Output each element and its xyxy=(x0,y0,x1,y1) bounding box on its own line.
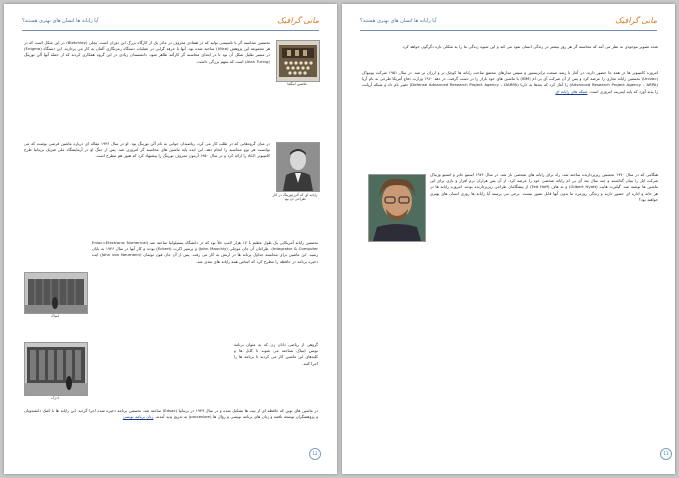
eniac-image xyxy=(24,272,88,314)
paragraph: نخستین رایانه آمریکایی یک طول عظیم با ۱۷ هزار لامپ خلأ بود که در دانشگاه پنسیلوانیا ساخته شد (Eniac=Electronic Numerical Integrator & Computer). طراحان آن جان موچلی (John Mauchly) و پرسپر اکرت (Eckert) بودند و کار آنها در سال ۱۹۴۶ به پایان رسید. این ماشین برای محاسبه جداول پرتابه ها در ارتش به کار می رفت. پس از آن جان فون نویمان (John von Neumann) ایده ذخیره برنامه در حافظه را مطرح کرد که اساس همه رایانه های بعدی شد. xyxy=(92,240,318,264)
enigma-machine-image xyxy=(276,40,320,82)
header-brand: مانی گرافیک xyxy=(276,16,319,25)
page-header xyxy=(22,18,319,31)
page-header xyxy=(360,18,657,31)
paragraph: امروزه کامپیوتر ها در همه جا حضور دارند. در آغاز با رشد صنعت ترانزیستور و سپس مدارهای مجتمع ساخت رایانه ها کوچک تر و ارزان تر شد. در سال ۱۹۵۱ شرکت یونیواک (Univac) نخستین رایانه تجاری را عرضه کرد و پس از آن شرکت آی بی ام (IBM) با ماشین های خود بازار را در دست گرفت. در دهه ۱۹۶۰ وزارت دفاع آمریکا طرحی به نام آرپا (Advanced Research Project Agency – ARPA) را آغاز کرد که بعدها به داربا (Defense Advanced Research Project Agency – DARPA) تغییر نام داد و شبکه آرپانت را پدید آورد که پایه اینترنت امروزی است. شبکه های رایانه ای xyxy=(362,70,658,94)
paragraph: در میان گروه‌هایی که در طلب کار می کرد، ریاضیدان جوانی به نام آلن تورینگ بود. او در سال ۱۹۳۶ مقاله ای درباره ماشین فرضی نوشت که می توانست هر نوع محاسبه را انجام دهد. این ایده پایه ماشین های محاسبه گر امروزی شد. پس از جنگ او در آزمایشگاه ملی فیزیک بریتانیا طرح کامپیوتر ACE را ارائه کرد و در سال ۱۹۵۰ آزمون معروف تورینگ را پیشنهاد کرد که هنوز هم مطرح است. xyxy=(24,141,270,159)
header-brand: مانی گرافیک xyxy=(614,16,657,25)
right-page xyxy=(342,4,675,474)
figure-caption: ماشین انیگما xyxy=(287,82,307,86)
page-number: 12 xyxy=(309,448,321,460)
researcher-portrait-image xyxy=(368,174,426,242)
paragraph: هنگامی که در سال ۱۹۷۰ نخستین ریزپردازنده ساخته شد، راه برای رایانه های شخصی باز شد. در سال ۱۹۷۶ استیو جابز و استیو وزنیاک شرکت اپل را بنیان گذاشتند و چند سال بعد آی بی ام رایانه شخصی خود را عرضه کرد. از آن پس هزاران نرم افزار و بازی برای این ماشین ها نوشته شد. گیلبرت هایت (Gilbert Hyatt) و تد هاف (Ted Hoff) از پیشگامان طراحی ریزپردازنده بودند. امروزه رایانه ها در هر خانه و اداره ای حضور دارند و زندگی روزمره ما بدون آنها قابل تصور نیست. برخی می پرسند آیا رایانه ها روزی انسان های بهتری خواهند بود؟ xyxy=(430,172,658,202)
turing-portrait-image xyxy=(276,142,320,192)
figure-caption: ادزک xyxy=(51,396,59,400)
paragraph: گروهی از ریاضی دانان زن که به عنوان برنامه نویس اینیاک شناخته می شوند با کابل ها و کلیدهای این ماشین کار می کردند تا برنامه ها را اجرا کنند. xyxy=(234,342,318,366)
paragraph: شده تصویر موجودی به نظر می آمد که محاسبه گر هر روز بیشتر در زندگی انسان نفوذ می کند و این شیوه زندگی ما را به شکلی تازه دگرگون خواهد کرد. xyxy=(401,44,658,49)
figure-caption: اینیاک xyxy=(50,314,60,318)
figure-caption: رایانه ای که آلن تورینگ در کار طراحی آن بود xyxy=(272,193,318,201)
underlined-term: شبکه های رایانه ای xyxy=(555,88,588,94)
page-number: 13 xyxy=(660,448,672,460)
header-title: آیا رایانه ها انسان های بهتری هستند؟ xyxy=(22,18,99,24)
header-title: آیا رایانه ها انسان های بهتری هستند؟ xyxy=(360,18,437,24)
paragraph: نخستین محاسبه گر با تاسیسی تولید که در هفتادی معروف در مادر یک از کارگاه بزرگ این دوران است. بچلی (Bletchley) در این شکل است که در هر مجموعه این پژوهش (Ultra) ساخته شده بود. آنها با حرفه گرایی در عملیات دستگاه رمزنگاری آلمان به کار می پردازند. این دستگاه (Enigma) در مسیر تقلیل شکل آن بود تا در ابتدای محاسبه گر کارآمد ظاهر شود. دانشمندان زیادی در این گروه همکاری کردند که از جمله آنها آلن تورینگ (Alan Turing) است که سهم بزرگی داشت. xyxy=(24,40,270,64)
left-page xyxy=(4,4,337,474)
paragraph: در ماشین های نوین که حافظه ای از بیت ها تشکیل شده و در سال ۱۹۴۹ در بریتانیا (Edsac) ساخته شد، نخستین برنامه ذخیره شده اجرا گردید. این رایانه ها با کمک دانشجویان و پژوهشگران توسعه یافتند و زبان های برنامه نویسی و روال ها (procedure) به تدریج پدید آمدند. زبان برنامه نویسی xyxy=(24,408,318,420)
underlined-term: زبان برنامه نویسی xyxy=(122,414,154,420)
edsac-image xyxy=(24,342,88,396)
